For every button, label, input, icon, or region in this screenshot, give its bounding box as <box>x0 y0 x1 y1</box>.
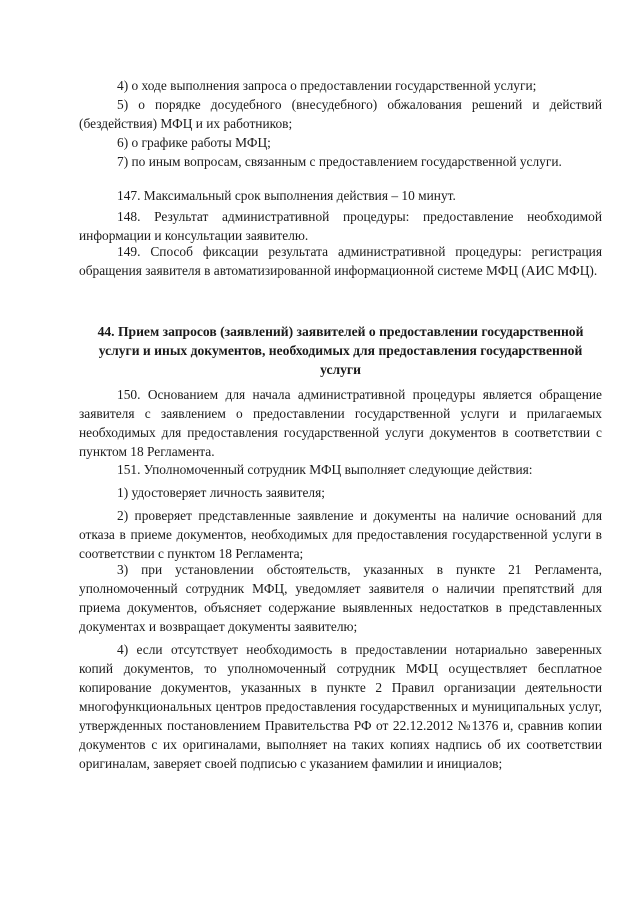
paragraph-item-4: 4) о ходе выполнения запроса о предоставлении государственной услуги; <box>117 78 537 93</box>
section-heading: 44. Прием запросов (заявлений) заявителей о предоставлении государственной услуги и иных документов, необходимых для предоставления государственной услуги <box>97 324 584 377</box>
paragraph-148: 148. Результат административной процедуры: предоставление необходимой информации и консультации заявителю. <box>79 209 602 243</box>
paragraph-147: 147. Максимальный срок выполнения действия – 10 минут. <box>117 188 456 203</box>
paragraph-action-1: 1) удостоверяет личность заявителя; <box>117 485 325 500</box>
paragraph-action-4: 4) если отсутствует необходимость в предоставлении нотариально заверенных копий документов, то уполномоченный сотрудник МФЦ осуществляет бесплатное копирование документов, указанных в пункте 2 Правил организации деятельности многофункциональных центров предоставления государственных и муниципальных услуг, утвержденных постановлением Правительства РФ от 22.12.2012 №1376 и, сравнив копии документов с их оригиналами, выполняет на таких копиях надпись об их соответствии оригиналам, заверяет своей подписью с указанием фамилии и инициалов; <box>79 642 602 771</box>
paragraph-149: 149. Способ фиксации результата административной процедуры: регистрация обращения заявителя в автоматизированной информационной системе МФЦ (АИС МФЦ). <box>79 244 602 278</box>
paragraph-150: 150. Основанием для начала административной процедуры является обращение заявителя с заявлением о предоставлении государственной услуги и прилагаемых необходимых для предоставления государственной услуги документов в соответствии с пунктом 18 Регламента. <box>79 387 602 459</box>
paragraph-item-6: 6) о графике работы МФЦ; <box>117 135 271 150</box>
paragraph-action-2: 2) проверяет представленные заявление и документы на наличие оснований для отказа в приеме документов, необходимых для предоставления государственной услуги в соответствии с пунктом 18 Регламента; <box>79 508 602 561</box>
paragraph-action-3: 3) при установлении обстоятельств, указанных в пункте 21 Регламента, уполномоченный сотрудник МФЦ, уведомляет заявителя о наличии препятствий для приема документов, объясняет содержание выявленных недостатков в представленных документах и возвращает документы заявителю; <box>79 562 602 634</box>
paragraph-151: 151. Уполномоченный сотрудник МФЦ выполняет следующие действия: <box>117 462 533 477</box>
paragraph-item-5: 5) о порядке досудебного (внесудебного) обжалования решений и действий (бездействия) МФЦ и их работников; <box>79 97 602 131</box>
paragraph-item-7: 7) по иным вопросам, связанным с предоставлением государственной услуги. <box>117 154 562 169</box>
